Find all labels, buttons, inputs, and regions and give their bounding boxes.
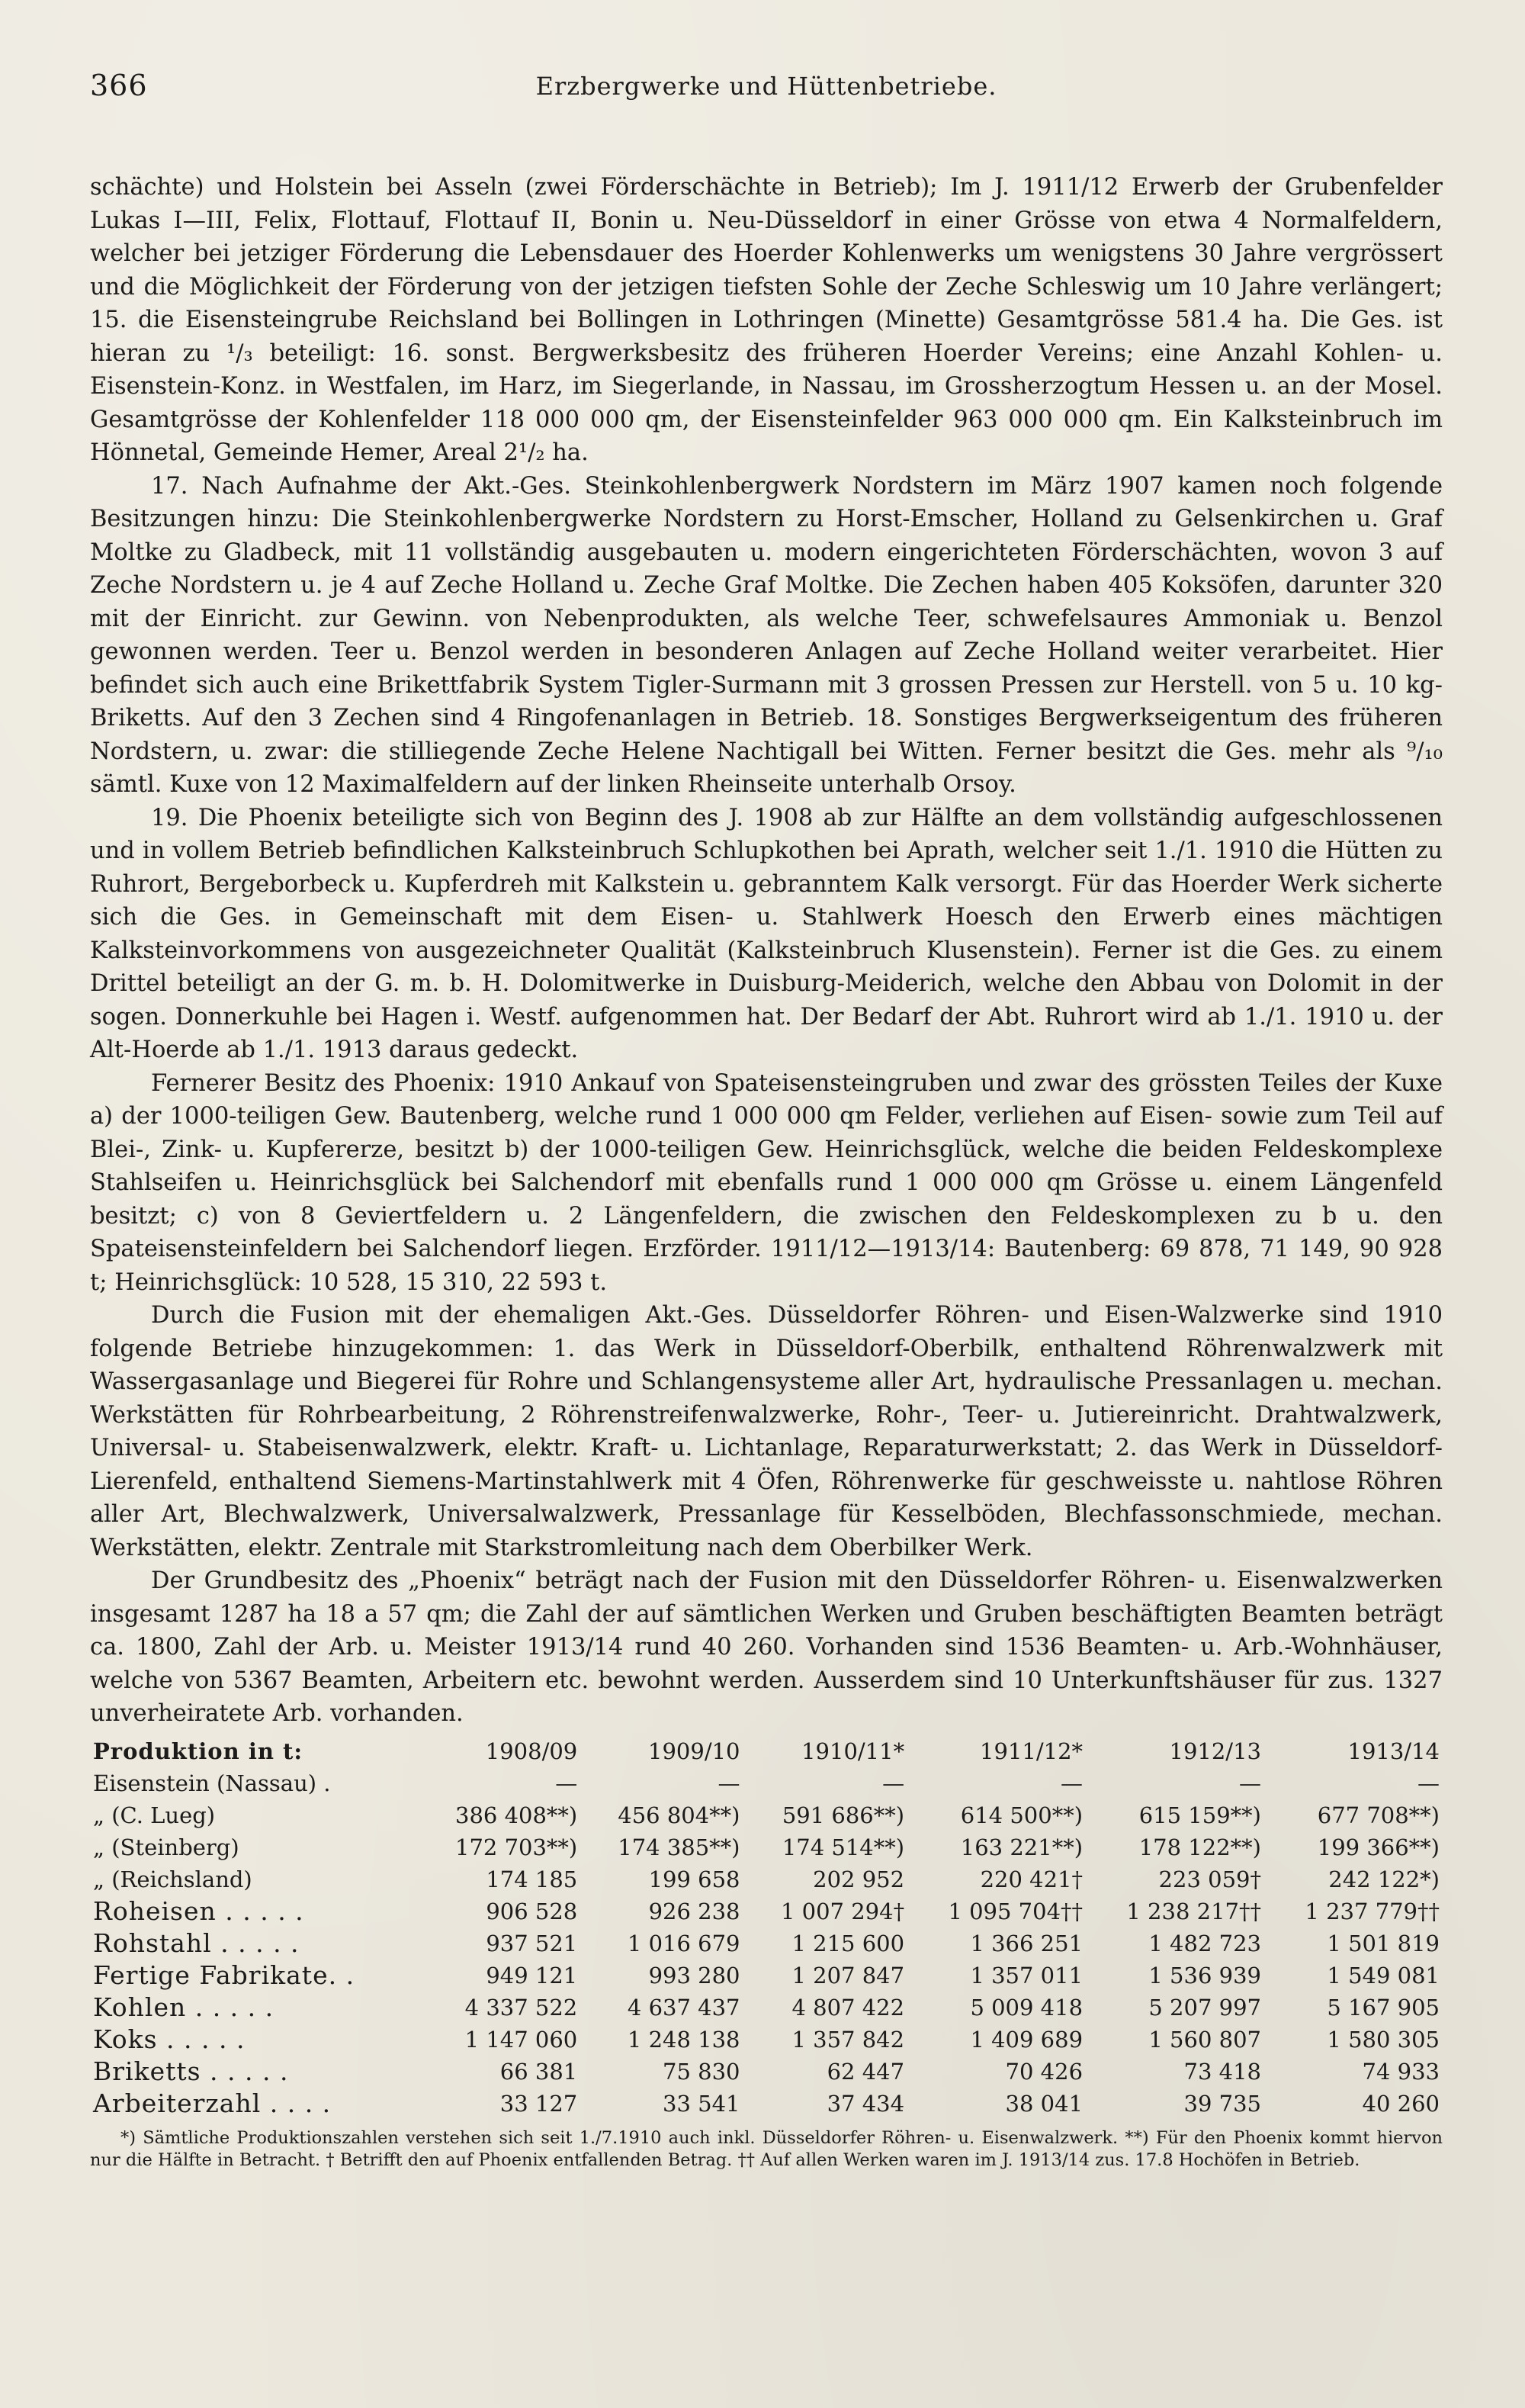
footnote: *) Sämtliche Produktionszahlen verstehen sich seit 1./7.1910 auch inkl. Düsseldorfer Röhren- u. Eisenwalzwerk. **) Für den Phoenix kommt hiervon nur die Hälfte in Betracht. † Betrifft den auf Phoenix entfallenden Betrag. †† Auf allen Werken waren im J. 1913/14 zus. 17.8 Hochöfen in Betrieb. [90, 2127, 1443, 2170]
running-title: Erzbergwerke und Hüttenbetriebe. [535, 72, 997, 101]
row-label: Kohlen . . . . . [93, 1992, 274, 2022]
table-cell: 4 337 522 [464, 1994, 578, 2021]
paragraph: 19. Die Phoenix beteiligte sich von Beginn des J. 1908 ab zur Hälfte an dem vollständig aufgeschlossenen und in vollem Betrieb befindlichen Kalksteinbruch Schlupkothen bei Aprath, welcher seit 1./1. 1910 die Hütten zu Ruhrort, Bergeborbeck u. Kupferdreh mit Kalkstein u. gebranntem Kalk versorgt. Für das Hoerder Werk sicherte sich die Ges. in Gemeinschaft mit dem Eisen- u. Stahlwerk Hoesch den Erwerb eines mächtigen Kalksteinvorkommens von ausgezeichneter Qualität (Kalksteinbruch Klusenstein). Ferner ist die Ges. zu einem Drittel beteiligt an der G. m. b. H. Dolomitwerke in Duisburg-Meiderich, welche den Abbau von Dolomit in der sogen. Donnerkuhle bei Hagen i. Westf. aufgenommen hat. Der Bedarf der Abt. Ruhrort wird ab 1./1. 1910 u. der Alt-Hoerde ab 1./1. 1913 daraus gedeckt. [90, 804, 1443, 1063]
table-cell: 33 541 [663, 2090, 740, 2117]
row-label: Roheisen . . . . . [93, 1896, 304, 1926]
table-cell: 1 536 939 [1148, 1962, 1261, 1988]
paragraph: Durch die Fusion mit der ehemaligen Akt.-Ges. Düsseldorfer Röhren- und Eisen-Walzwerke sind 1910 folgende Betriebe hinzugekommen: 1. das Werk in Düsseldorf-Oberbilk, enthaltend Röhrenwalzwerk mit Wassergasanlage und Biegerei für Rohre und Schlangensysteme aller Art, hydraulische Pressanlagen u. mechan. Werkstätten für Rohrbearbeitung, 2 Röhrenstreifenwalzwerke, Rohr-, Teer- u. Jutiereinricht. Drahtwalzwerk, Universal- u. Stabeisenwalzwerk, elektr. Kraft- u. Lichtanlage, Reparaturwerkstatt; 2. das Werk in Düsseldorf-Lierenfeld, enthaltend Siemens-Martinstahlwerk mit 4 Öfen, Röhrenwerke für geschweisste u. nahtlose Röhren aller Art, Blechwalzwerk, Universalwalzwerk, Pressanlage für Kesselböden, Blechfassonschmiede, mechan. Werkstätten, elektr. Zentrale mit Starkstromleitung nach dem Oberbilker Werk. [90, 1302, 1443, 1561]
row-label: Arbeiterzahl . . . . [93, 2088, 332, 2118]
table-cell: 70 426 [1005, 2058, 1084, 2085]
table-cell: 1 237 779†† [1305, 1898, 1440, 1924]
table-body [90, 1767, 1443, 2120]
table-cell: 4 807 422 [791, 1994, 905, 2021]
table-cell: 5 167 905 [1327, 1994, 1440, 2021]
table-cell: 386 408**) [455, 1802, 578, 1828]
table-cell: 456 804**) [618, 1802, 740, 1828]
table-cell: 199 366**) [1317, 1834, 1440, 1860]
table-cell: 1 357 842 [791, 2026, 905, 2053]
table-row [90, 1831, 1443, 1863]
table-cell: 202 952 [813, 1866, 905, 1892]
column-header: 1913/14 [1347, 1738, 1440, 1764]
table-cell: — [1061, 1770, 1084, 1796]
page-number: 366 [90, 69, 148, 102]
row-label: Koks . . . . . [93, 2024, 246, 2054]
table-row [90, 1863, 1443, 1895]
table-cell: 614 500**) [960, 1802, 1084, 1828]
row-label: „ (Reichsland) [93, 1866, 252, 1892]
table-cell: — [718, 1770, 740, 1796]
table-row [90, 1767, 1443, 1799]
table-cell: 242 122*) [1328, 1866, 1440, 1892]
table-cell: 62 447 [827, 2058, 905, 2085]
table-row [90, 2056, 1443, 2088]
table-cell: 937 521 [486, 1930, 578, 1956]
table-cell: 38 041 [1005, 2090, 1084, 2117]
table-cell: — [555, 1770, 578, 1796]
table-cell: 1 207 847 [791, 1962, 905, 1988]
table-cell: 33 127 [499, 2090, 578, 2117]
table-heading: Produktion in t: [93, 1738, 303, 1764]
table-cell: — [1417, 1770, 1440, 1796]
table-row [90, 2024, 1443, 2056]
table-cell: 677 708**) [1317, 1802, 1440, 1828]
table-cell: 75 830 [663, 2058, 740, 2085]
table-cell: 1 016 679 [627, 1930, 740, 1956]
table-cell: 37 434 [827, 2090, 905, 2117]
table-cell: 1 560 807 [1148, 2026, 1261, 2053]
column-header: 1910/11* [801, 1738, 905, 1764]
row-label: „ (Steinberg) [93, 1834, 239, 1860]
column-header: 1912/13 [1169, 1738, 1261, 1764]
table-cell: 178 122**) [1138, 1834, 1261, 1860]
table-cell: 4 637 437 [627, 1994, 740, 2021]
row-label: Eisenstein (Nassau) . [93, 1770, 331, 1796]
production-table [90, 1735, 1443, 2120]
table-cell: 1 238 217†† [1126, 1898, 1261, 1924]
table-cell: 949 121 [486, 1962, 578, 1988]
table-row [90, 1895, 1443, 1927]
table-cell: 174 385**) [618, 1834, 740, 1860]
table-cell: 1 580 305 [1327, 2026, 1440, 2053]
table-cell: 1 248 138 [627, 2026, 740, 2053]
table-cell: 926 238 [648, 1898, 740, 1924]
table-row [90, 2088, 1443, 2120]
row-label: „ (C. Lueg) [93, 1802, 216, 1828]
table-row [90, 1960, 1443, 1992]
table-cell: 5 207 997 [1148, 1994, 1261, 2021]
table-cell: 74 933 [1362, 2058, 1440, 2085]
table-cell: 5 009 418 [970, 1994, 1084, 2021]
table-cell: 1 357 011 [970, 1962, 1084, 1988]
table-cell: 1 549 081 [1327, 1962, 1440, 1988]
table-cell: 199 658 [648, 1866, 740, 1892]
paragraph: 17. Nach Aufnahme der Akt.-Ges. Steinkohlenbergwerk Nordstern im März 1907 kamen noch folgende Besitzungen hinzu: Die Steinkohlenbergwerke Nordstern zu Horst-Emscher, Holland zu Gelsenkirchen u. Graf Moltke zu Gladbeck, mit 11 vollständig ausgebauten u. modern eingerichteten Förderschächten, wovon 3 auf Zeche Nordstern u. je 4 auf Zeche Holland u. Zeche Graf Moltke. Die Zechen haben 405 Koksöfen, darunter 320 mit der Einricht. zur Gewinn. von Nebenprodukten, als welche Teer, schwefelsaures Ammoniak u. Benzol gewonnen werden. Teer u. Benzol werden in besonderen Anlagen auf Zeche Holland weiter verarbeitet. Hier befindet sich auch eine Brikettfabrik System Tigler-Surmann mit 3 grossen Pressen zur Herstell. von 5 u. 10 kg-Briketts. Auf den 3 Zechen sind 4 Ringofenanlagen in Betrieb. 18. Sonstiges Bergwerkseigentum des früheren Nordstern, u. zwar: die stilliegende Zeche Helene Nachtigall bei Witten. Ferner besitzt die Ges. mehr als ⁹/₁₀ sämtl. Kuxe von 12 Maximalfeldern auf der linken Rheinseite unterhalb Orsoy. [90, 472, 1443, 798]
footnotes [90, 2127, 1443, 2172]
table-cell: 1 366 251 [970, 1930, 1084, 1956]
row-label: Briketts . . . . . [93, 2056, 289, 2086]
column-header: 1911/12* [980, 1738, 1084, 1764]
table-row [90, 1799, 1443, 1831]
paragraph: Fernerer Besitz des Phoenix: 1910 Ankauf von Spateisensteingruben und zwar des grössten Teiles der Kuxe a) der 1000-teiligen Gew. Bautenberg, welche rund 1 000 000 qm Felder, verliehen auf Eisen- sowie zum Teil auf Blei-, Zink- u. Kupfererze, besitzt b) der 1000-teiligen Gew. Heinrichsglück, welche die beiden Feldeskomplexe Stahlseifen u. Heinrichsglück bei Salchendorf mit ebenfalls rund 1 000 000 qm Grösse u. einem Längenfeld besitzt; c) von 8 Geviertfeldern u. 2 Längenfeldern, die zwischen den Feldeskomplexen zu b u. den Spateisensteinfeldern bei Salchendorf liegen. Erzförder. 1911/12—1913/14: Bautenberg: 69 878, 71 149, 90 928 t; Heinrichsglück: 10 528, 15 310, 22 593 t. [90, 1069, 1443, 1296]
table-cell: 174 185 [486, 1866, 578, 1892]
paragraph: schächte) und Holstein bei Asseln (zwei Förderschächte in Betrieb); Im J. 1911/12 Erwerb der Grubenfelder Lukas I—III, Felix, Flottauf, Flottauf II, Bonin u. Neu-Düsseldorf in einer Grösse von etwa 4 Normalfeldern, welcher bei jetziger Förderung die Lebensdauer des Hoerder Kohlenwerks um wenigstens 30 Jahre vergrössert und die Möglichkeit der Förderung von der jetzigen tiefsten Sohle der Zeche Schleswig um 10 Jahre verlängert; 15. die Eisensteingrube Reichsland bei Bollingen in Lothringen (Minette) Gesamtgrösse 581.4 ha. Die Ges. ist hieran zu ¹/₃ beteiligt: 16. sonst. Bergwerksbesitz des früheren Hoerder Vereins; eine Anzahl Kohlen- u. Eisenstein-Konz. in Westfalen, im Harz, im Siegerlande, in Nassau, im Grossherzogtum Hessen u. an der Mosel. Gesamtgrösse der Kohlenfelder 118 000 000 qm, der Eisensteinfelder 963 000 000 qm. Ein Kalksteinbruch im Hönnetal, Gemeinde Hemer, Areal 2¹/₂ ha. [90, 174, 1443, 466]
paragraph: Der Grundbesitz des „Phoenix“ beträgt nach der Fusion mit den Düsseldorfer Röhren- u. Eisenwalzwerken insgesamt 1287 ha 18 a 57 qm; die Zahl der auf sämtlichen Werken und Gruben beschäftigten Beamten beträgt ca. 1800, Zahl der Arb. u. Meister 1913/14 rund 40 260. Vorhanden sind 1536 Beamten- u. Arb.-Wohnhäuser, welche von 5367 Beamten, Arbeitern etc. bewohnt werden. Ausserdem sind 10 Unterkunftshäuser für zus. 1327 unverheiratete Arb. vorhanden. [90, 1567, 1443, 1727]
table-cell: 993 280 [648, 1962, 740, 1988]
table-cell: 220 421† [980, 1866, 1084, 1892]
table-cell: 591 686**) [782, 1802, 905, 1828]
table-cell: 1 482 723 [1148, 1930, 1261, 1956]
table-cell: 40 260 [1362, 2090, 1440, 2117]
column-header: 1908/09 [485, 1738, 578, 1764]
table-cell: 172 703**) [455, 1834, 578, 1860]
column-header: 1909/10 [648, 1738, 740, 1764]
table-cell: 1 147 060 [464, 2026, 578, 2053]
table-cell: 66 381 [499, 2058, 578, 2085]
table-cell: 906 528 [486, 1898, 578, 1924]
table-cell: 615 159**) [1138, 1802, 1261, 1828]
table-cell: 223 059† [1158, 1866, 1261, 1892]
page-header [90, 69, 1443, 117]
row-label: Fertige Fabrikate. . [93, 1960, 355, 1990]
table-cell: 1 409 689 [970, 2026, 1084, 2053]
table-cell: 39 735 [1183, 2090, 1261, 2117]
table-cell: 1 095 704†† [948, 1898, 1084, 1924]
table-cell: 1 501 819 [1327, 1930, 1440, 1956]
table-row [90, 1992, 1443, 2024]
table-row [90, 1927, 1443, 1960]
table-cell: 174 514**) [782, 1834, 905, 1860]
table-header-row [90, 1735, 1443, 1767]
table-cell: 1 215 600 [791, 1930, 905, 1956]
table-cell: 163 221**) [960, 1834, 1084, 1860]
table-cell: 1 007 294† [780, 1898, 905, 1924]
row-label: Rohstahl . . . . . [93, 1928, 300, 1958]
table-cell: — [882, 1770, 905, 1796]
body-text [90, 171, 1443, 1731]
table-cell: 73 418 [1183, 2058, 1261, 2085]
table-cell: — [1238, 1770, 1261, 1796]
